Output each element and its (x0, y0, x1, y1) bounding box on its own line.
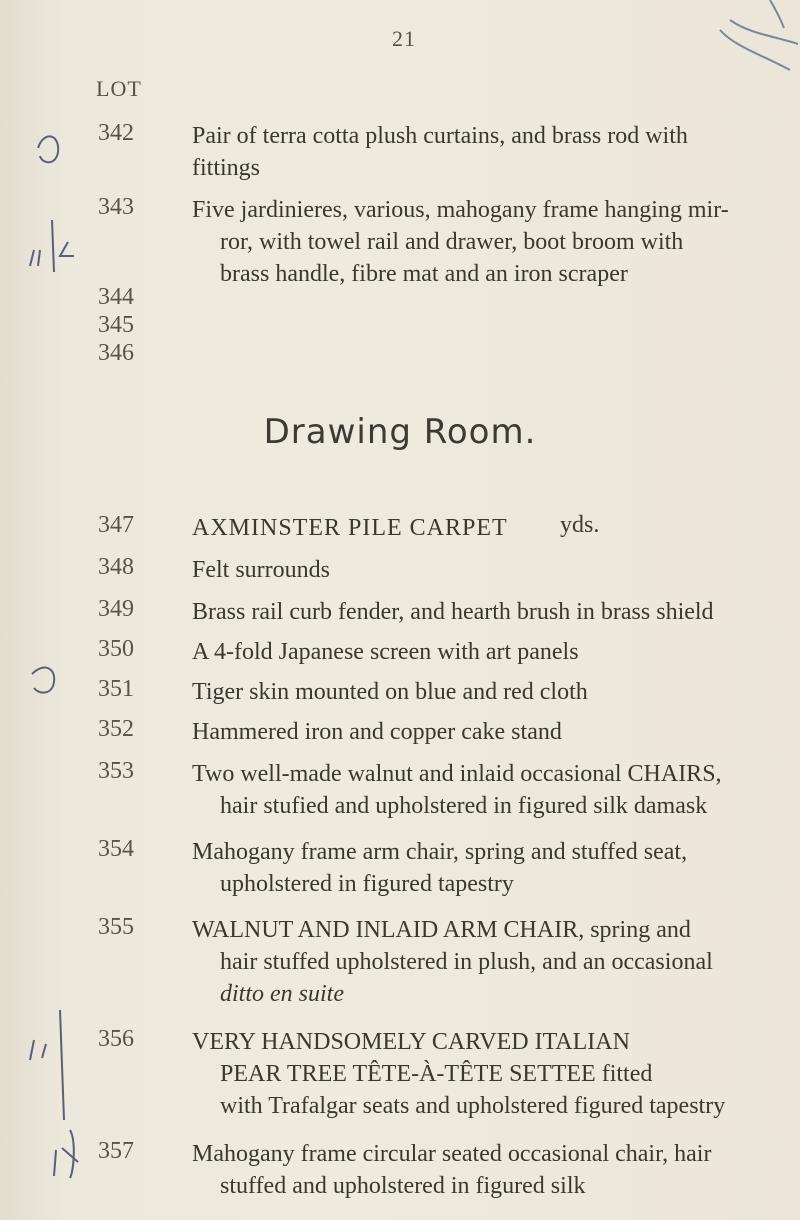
description-line: ditto en suite (220, 981, 344, 1007)
room-heading: Drawing Room. (263, 412, 537, 452)
lot-number: 352 (98, 716, 134, 742)
lot-description (192, 716, 792, 748)
description-line: A 4-fold Japanese screen with art panels (192, 639, 579, 665)
description-line: Five jardinieres, various, mahogany frame hanging mir- (192, 197, 729, 223)
description-line: upholstered in figured tapestry (220, 871, 514, 897)
description-line: fittings (192, 155, 261, 181)
lot-description (192, 636, 792, 668)
lot-description (192, 836, 792, 900)
lot-number: 345 (98, 312, 134, 338)
lot-description (192, 1138, 792, 1202)
lot-number: 343 (98, 194, 134, 220)
margin-pencil-mark-bottom (20, 1000, 100, 1180)
description-line: Tiger skin mounted on blue and red cloth (192, 679, 588, 705)
lot-number: 354 (98, 836, 134, 862)
description-line: WALNUT AND INLAID ARM CHAIR, spring and (192, 917, 691, 943)
lot-number: 342 (98, 120, 134, 146)
lot-number: 356 (98, 1026, 134, 1052)
description-line: hair stufied and upholstered in figured silk damask (220, 793, 708, 819)
description-line: PEAR TREE TÊTE-À-TÊTE SETTEE fitted (220, 1061, 653, 1087)
description-line: AXMINSTER PILE CARPET (192, 515, 508, 541)
unit-label: yds. (560, 512, 600, 538)
lot-number: 347 (98, 512, 134, 538)
description-line: with Trafalgar seats and upholstered figured tapestry (220, 1093, 726, 1119)
margin-pencil-mark-middle (26, 648, 66, 708)
lot-description (192, 512, 792, 544)
lot-description (192, 554, 792, 586)
description-line: Mahogany frame circular seated occasional chair, hair (192, 1141, 712, 1167)
description-line: Mahogany frame arm chair, spring and stuffed seat, (192, 839, 688, 865)
lot-description (192, 676, 792, 708)
description-line: Pair of terra cotta plush curtains, and brass rod with (192, 123, 688, 149)
lot-number: 353 (98, 758, 134, 784)
margin-pencil-mark-fraction (24, 210, 84, 280)
description-line: ror, with towel rail and drawer, boot broom with (220, 229, 684, 255)
description-line: brass handle, fibre mat and an iron scraper (220, 261, 628, 287)
lot-number: 355 (98, 914, 134, 940)
lot-number: 357 (98, 1138, 134, 1164)
lot-number: 350 (98, 636, 134, 662)
lot-number: 348 (98, 554, 134, 580)
lot-description (192, 758, 792, 822)
margin-pencil-mark-top (30, 118, 70, 178)
description-line: hair stuffed upholstered in plush, and an occasional (220, 949, 713, 975)
lot-description (192, 194, 792, 290)
description-line: VERY HANDSOMELY CARVED ITALIAN (192, 1029, 630, 1055)
page-number: 21 (392, 26, 416, 51)
lot-column-header: LOT (96, 76, 142, 101)
description-line: Two well-made walnut and inlaid occasional CHAIRS, (192, 761, 722, 787)
lot-number: 351 (98, 676, 134, 702)
description-line: Felt surrounds (192, 557, 330, 583)
lot-description (192, 120, 792, 184)
lot-number: 349 (98, 596, 134, 622)
description-line: Brass rail curb fender, and hearth brush in brass shield (192, 599, 714, 625)
lot-description (192, 914, 792, 1010)
lot-number: 344 (98, 284, 134, 310)
corner-pencil-mark (700, 0, 800, 80)
lot-number: 346 (98, 340, 134, 366)
lot-description (192, 596, 792, 628)
description-line: Hammered iron and copper cake stand (192, 719, 562, 745)
lot-description (192, 1026, 792, 1122)
description-line: stuffed and upholstered in figured silk (220, 1173, 586, 1199)
